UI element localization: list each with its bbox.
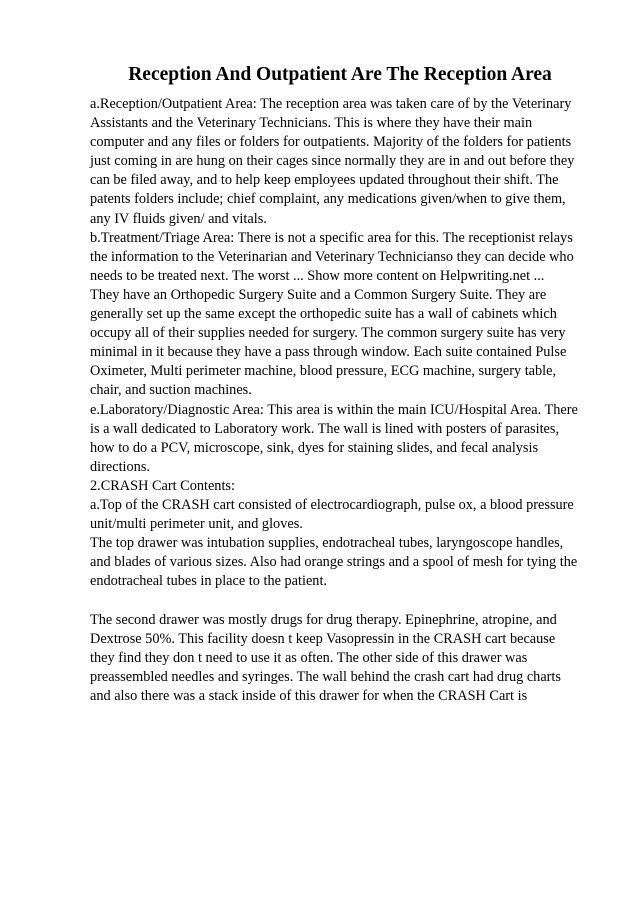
body-line: Oximeter, Multi perimeter machine, blood pressure, ECG machine, surgery table, (90, 363, 557, 380)
body-line: can be filed away, and to help keep employees updated throughout their shift. The (90, 172, 559, 189)
body-line: The top drawer was intubation supplies, endotracheal tubes, laryngoscope handles, (90, 535, 564, 552)
body-line: e.Laboratory/Diagnostic Area: This area is within the main ICU/Hospital Area. There (90, 401, 578, 418)
document-title: Reception And Outpatient Are The Reception Area (128, 64, 552, 85)
body-line: The second drawer was mostly drugs for drug therapy. Epinephrine, atropine, and (90, 611, 557, 628)
body-line: directions. (90, 458, 150, 475)
body-line: generally set up the same except the orthopedic suite has a wall of cabinets which (90, 306, 557, 323)
body-line: is a wall dedicated to Laboratory work. The wall is lined with posters of parasites, (90, 420, 560, 437)
body-line: preassembled needles and syringes. The wall behind the crash cart had drug charts (90, 668, 561, 685)
body-line: how to do a PCV, microscope, sink, dyes for staining slides, and fecal analysis (90, 439, 539, 456)
body-line: and blades of various sizes. Also had orange strings and a spool of mesh for tying the (90, 554, 578, 571)
body-line: Assistants and the Veterinary Technicians. This is where they have their main (90, 115, 533, 132)
body-line: endotracheal tubes in place to the patient. (90, 573, 327, 590)
body-line: and also there was a stack inside of this drawer for when the CRASH Cart is (90, 687, 528, 704)
body-line: chair, and suction machines. (90, 382, 252, 399)
body-line: the information to the Veterinarian and Veterinary Technicianso they can decide who (90, 248, 574, 265)
document-body (90, 95, 600, 706)
body-line: they find they don t need to use it as often. The other side of this drawer was (90, 649, 528, 666)
body-line: needs to be treated next. The worst ... Show more content on Helpwriting.net ... (90, 267, 545, 284)
body-line: 2.CRASH Cart Contents: (90, 477, 235, 494)
body-line: occupy all of their supplies needed for surgery. The common surgery suite has very (90, 325, 566, 342)
body-line: any IV fluids given/ and vitals. (90, 210, 267, 227)
body-line: Dextrose 50%. This facility doesn t keep Vasopressin in the CRASH cart because (90, 630, 556, 647)
body-line: minimal in it because they have a pass through window. Each suite contained Pulse (90, 344, 567, 361)
body-line: They have an Orthopedic Surgery Suite and a Common Surgery Suite. They are (90, 286, 547, 303)
blank-line (90, 591, 600, 610)
body-line: b.Treatment/Triage Area: There is not a specific area for this. The receptionist relays (90, 229, 573, 246)
body-line: patents folders include; chief complaint, any medications given/when to give them, (90, 191, 566, 208)
body-line: a.Reception/Outpatient Area: The reception area was taken care of by the Veterinary (90, 96, 572, 112)
body-line: a.Top of the CRASH cart consisted of electrocardiograph, pulse ox, a blood pressure (90, 496, 574, 513)
body-line: just coming in are hung on their cages since normally they are in and out before they (90, 153, 575, 170)
body-line: computer and any files or folders for outpatients. Majority of the folders for patients (90, 134, 572, 151)
body-line: unit/multi perimeter unit, and gloves. (90, 516, 303, 533)
